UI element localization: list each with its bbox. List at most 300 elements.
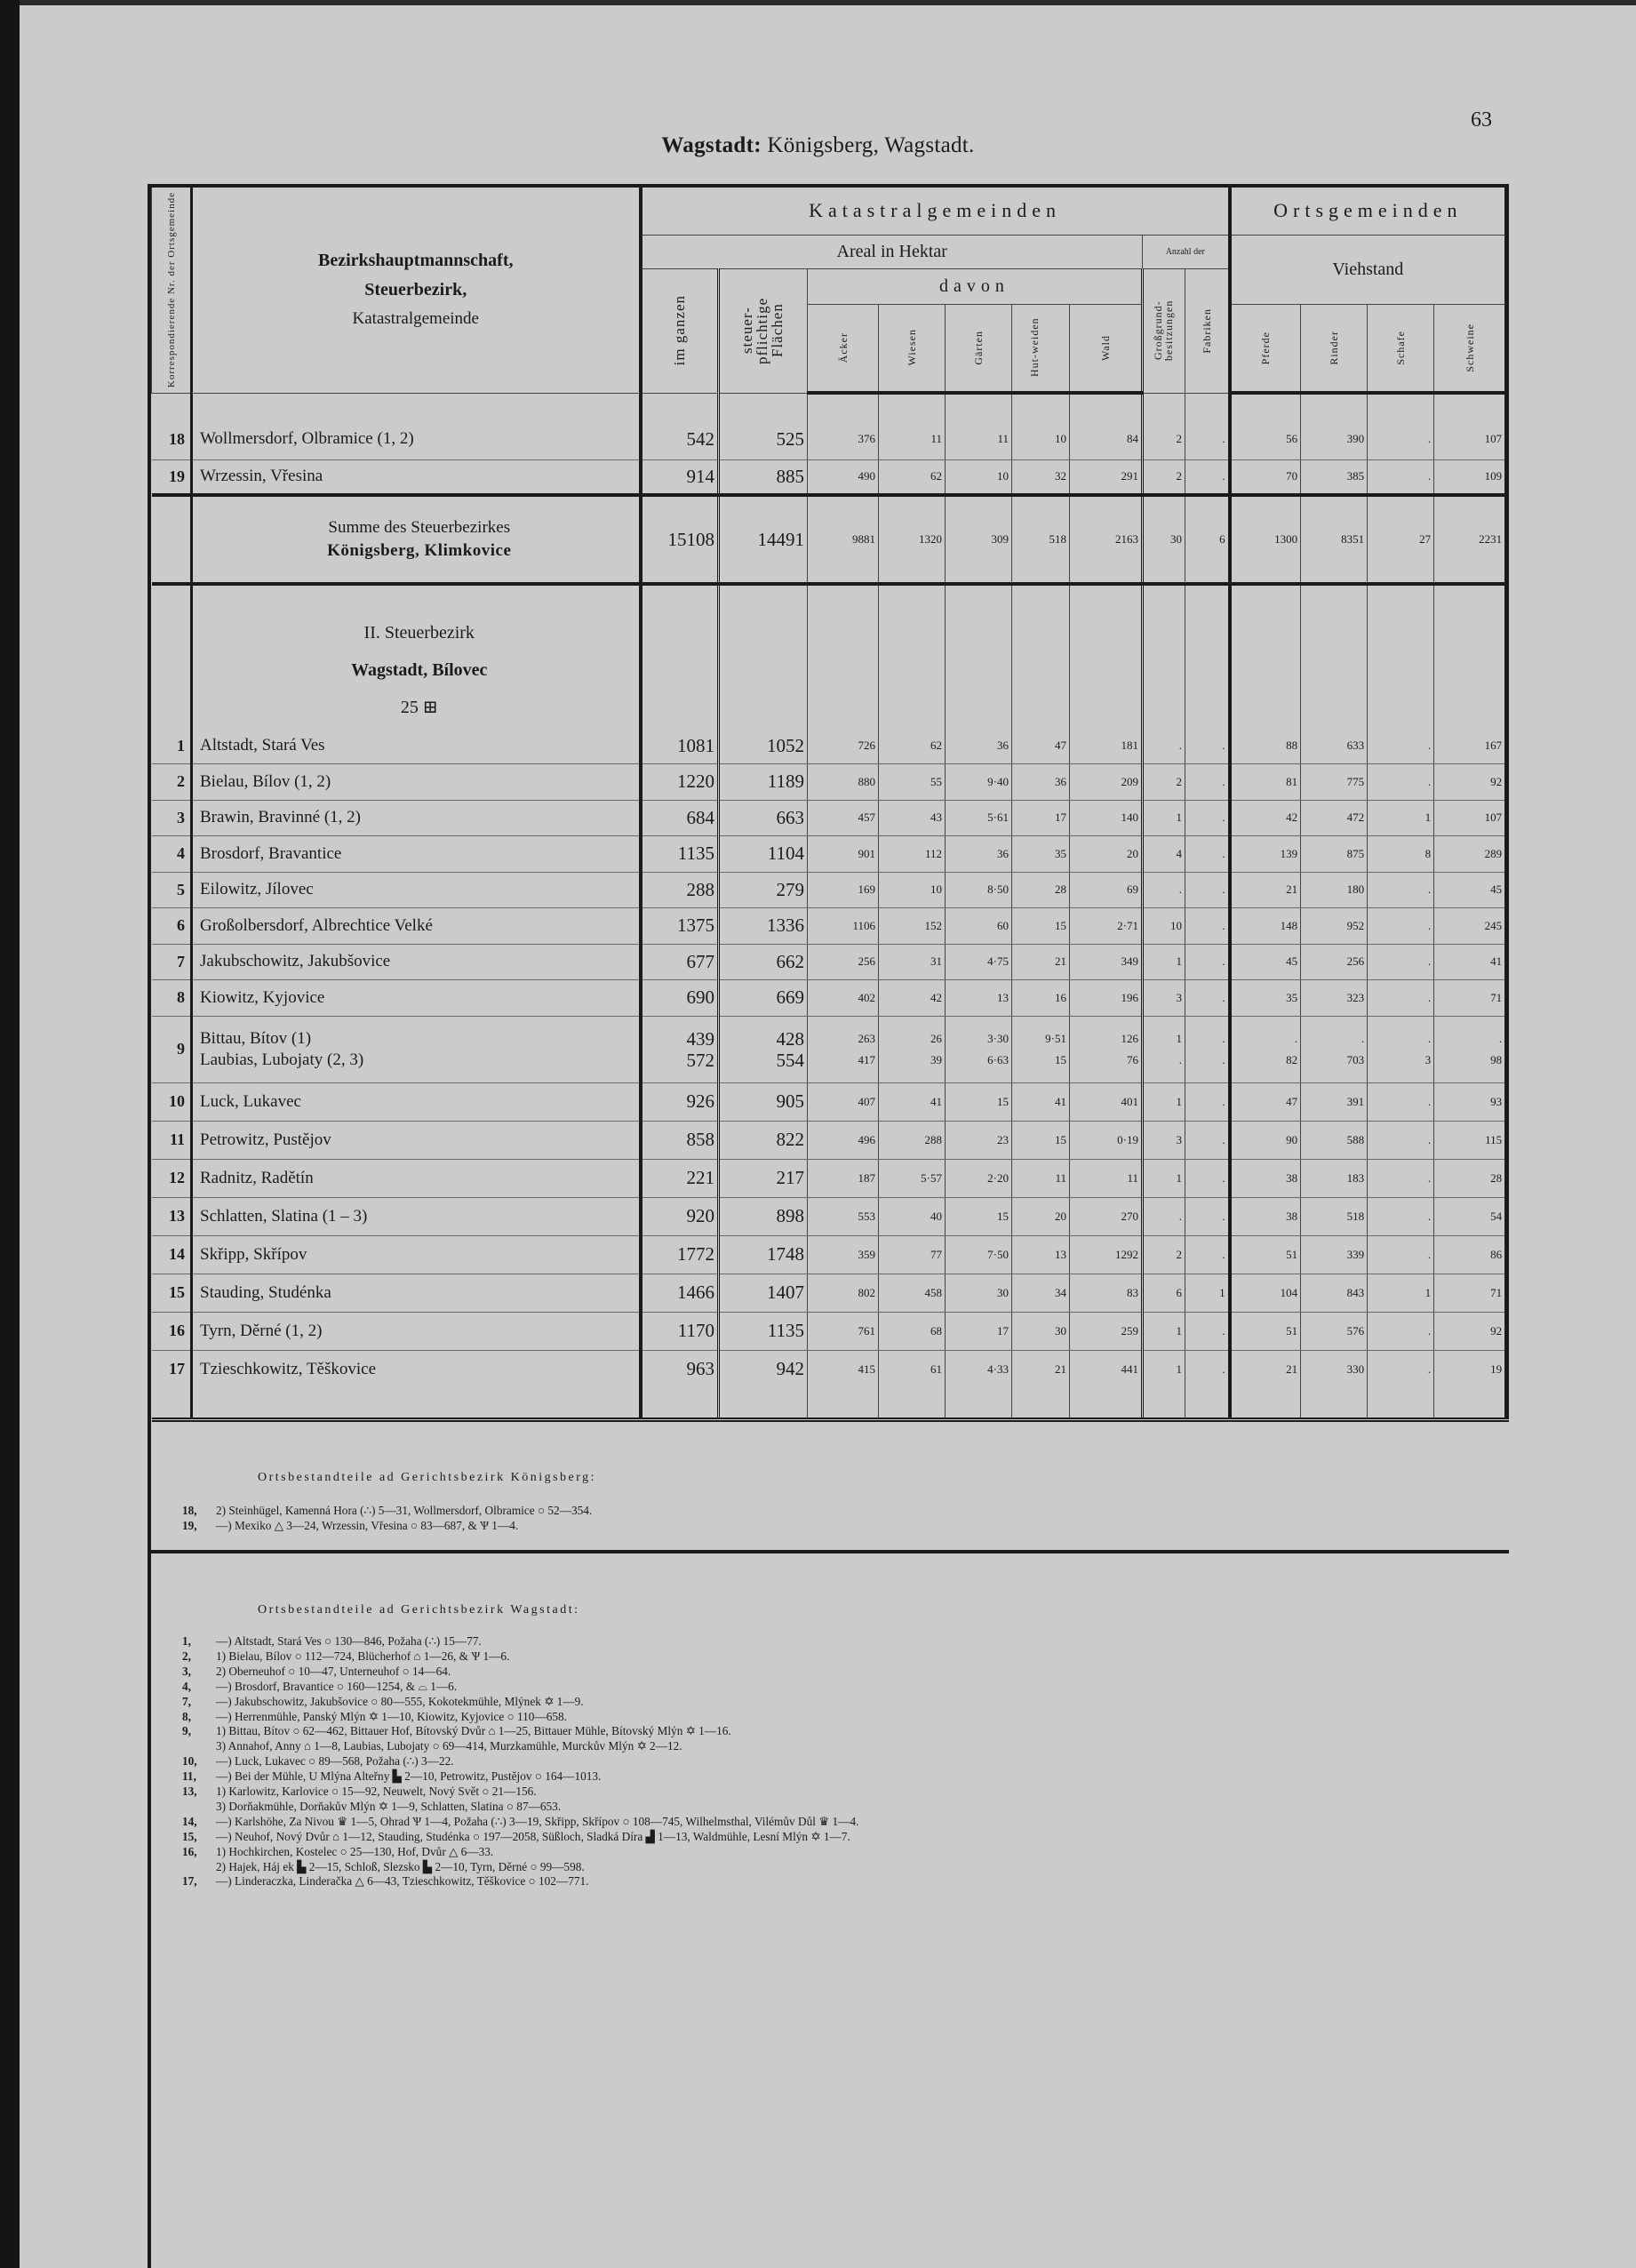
row-value-line: . (1427, 1031, 1432, 1045)
footnote-number: 7, (182, 1694, 191, 1708)
table-row (152, 459, 1507, 495)
row-value-line: 428 (776, 1027, 804, 1050)
row-value: 1772 (641, 1235, 719, 1274)
header-name (192, 186, 641, 393)
row-value: 221 (641, 1159, 719, 1197)
header-schafe (1368, 304, 1434, 393)
row-name-line: Laubias, Lubojaty (2, 3) (200, 1050, 364, 1069)
row-value: . (1143, 1197, 1185, 1235)
row-value: 86 (1434, 1235, 1507, 1274)
row-value: 69 (1070, 872, 1143, 908)
row-value: 68 (879, 1312, 946, 1350)
row-value: . (1185, 1312, 1230, 1350)
footnote-line (182, 1724, 731, 1738)
row-value-blank (1368, 584, 1434, 728)
row-value-blank (641, 584, 719, 728)
table-row (152, 1159, 1507, 1197)
row-name: Luck, Lukavec (192, 1082, 641, 1121)
row-value: 407 (808, 1082, 879, 1121)
footnote-line (182, 1710, 567, 1724)
row-value: 35 (1230, 980, 1301, 1017)
row-value: 802 (808, 1274, 879, 1312)
row-value: . (1368, 1121, 1434, 1159)
header-aecker (808, 304, 879, 393)
footnote-text: 1) Hochkirchen, Kostelec ○ 25—130, Hof, Dvůr △ 6—33. (216, 1844, 494, 1858)
row-value-line: 39 (930, 1052, 942, 1066)
row-name: Brawin, Bravinné (1, 2) (192, 800, 641, 836)
footnote-text: 3) Dorňakmühle, Dorňakův Mlýn ✡ 1—9, Schlatten, Slatina ○ 87—653. (216, 1799, 562, 1813)
footnote-number: 8, (182, 1709, 191, 1723)
row-name (192, 1016, 641, 1082)
row-number: 18 (152, 419, 192, 459)
footnote-line (182, 1695, 584, 1709)
row-value: 0·19 (1070, 1121, 1143, 1159)
footnote-line (182, 1739, 682, 1753)
footnote-number: 19, (182, 1519, 197, 1532)
row-value: 140 (1070, 800, 1143, 836)
footnote-number: 13, (182, 1785, 197, 1798)
row-value-blank (1185, 393, 1230, 419)
row-value (879, 1016, 946, 1082)
row-value: . (1368, 872, 1434, 908)
footnote-number: 14, (182, 1814, 197, 1828)
row-value: 11 (879, 419, 946, 459)
table-row (152, 872, 1507, 908)
row-value: . (1185, 1082, 1230, 1121)
row-value: 41 (1434, 944, 1507, 980)
row-value: 71 (1434, 1274, 1507, 1312)
footnote-number: 1, (182, 1634, 191, 1648)
row-value-blank (808, 584, 879, 728)
row-value: 54 (1434, 1197, 1507, 1235)
section-heading-line2: Wagstadt, Bílovec (351, 660, 488, 680)
footnote-number: 4, (182, 1679, 191, 1693)
section-heading-line3: 25 ⊞ (400, 698, 438, 717)
row-value: 6 (1143, 1274, 1185, 1312)
row-value: 56 (1230, 419, 1301, 459)
row-value: 34 (1012, 1274, 1070, 1312)
row-value: 107 (1434, 419, 1507, 459)
row-name: Tyrn, Děrné (1, 2) (192, 1312, 641, 1350)
row-value: 633 (1301, 728, 1368, 764)
row-value: 109 (1434, 459, 1507, 495)
row-value: 13 (1012, 1235, 1070, 1274)
row-value: 55 (879, 764, 946, 801)
footnote-line (182, 1860, 585, 1874)
footnote-text: 1) Bielau, Bílov ○ 112—724, Blücherhof ⌂ 1—26, & Ѱ 1—6. (216, 1649, 510, 1663)
header-wiesen-label: Wiesen (906, 329, 918, 366)
row-value-blank (946, 584, 1012, 728)
row-value: . (1368, 980, 1434, 1017)
row-value: 726 (808, 728, 879, 764)
row-value: 1407 (719, 1274, 808, 1312)
row-value: 11 (1070, 1159, 1143, 1197)
row-value: 20 (1012, 1197, 1070, 1235)
row-number-blank (152, 1388, 192, 1419)
row-value: . (1185, 419, 1230, 459)
footnote-line (182, 1769, 601, 1784)
row-value: 441 (1070, 1350, 1143, 1388)
row-value: 1 (1143, 1312, 1185, 1350)
row-value: 288 (879, 1121, 946, 1159)
row-value-blank (641, 1388, 719, 1419)
header-name-line3: Katastralgemeinde (352, 309, 479, 329)
row-value-blank (1434, 393, 1507, 419)
table-spacer-row (152, 1388, 1507, 1419)
header-anzahl: Anzahl der (1143, 235, 1230, 268)
row-value-blank (1368, 1388, 1434, 1419)
header-fabriken (1185, 268, 1230, 393)
row-value: 47 (1230, 1082, 1301, 1121)
header-davon: davon (808, 268, 1143, 304)
row-name: Eilowitz, Jílovec (192, 872, 641, 908)
row-value-blank (1070, 584, 1143, 728)
row-value: 1466 (641, 1274, 719, 1312)
row-name-blank (192, 393, 641, 419)
row-value: 256 (808, 944, 879, 980)
row-value: 217 (719, 1159, 808, 1197)
header-wiesen (879, 304, 946, 393)
summary-value: 27 (1368, 495, 1434, 584)
footnote-line (182, 1785, 537, 1799)
row-value: 152 (879, 908, 946, 945)
header-pferde-label: Pferde (1259, 331, 1273, 364)
row-value: 30 (1012, 1312, 1070, 1350)
footnote-line (182, 1519, 518, 1533)
footnote-text: 2) Steinhügel, Kamenná Hora (∴) 5—31, Wollmersdorf, Olbramice ○ 52—354. (216, 1504, 593, 1517)
row-value: 15 (1012, 908, 1070, 945)
row-name-line: Bittau, Bítov (1) (200, 1028, 312, 1048)
row-value-line: 1 (1176, 1031, 1182, 1045)
row-value: 81 (1230, 764, 1301, 801)
row-value: 822 (719, 1121, 808, 1159)
header-gaerten-label: Gärten (972, 330, 985, 365)
row-value: 43 (879, 800, 946, 836)
footnote-line (182, 1754, 454, 1769)
row-value-line: . (1361, 1031, 1365, 1045)
row-value: 107 (1434, 800, 1507, 836)
header-aecker-label: Äcker (836, 332, 850, 363)
row-number: 15 (152, 1274, 192, 1312)
row-value: 20 (1070, 836, 1143, 873)
row-value: 289 (1434, 836, 1507, 873)
row-value: 21 (1230, 872, 1301, 908)
row-value: 11 (1012, 1159, 1070, 1197)
row-name: Kiowitz, Kyjovice (192, 980, 641, 1017)
footnote-line (182, 1504, 592, 1518)
row-name: Petrowitz, Pustějov (192, 1121, 641, 1159)
row-value: . (1368, 1235, 1434, 1274)
row-value: 2 (1143, 764, 1185, 801)
row-value-line: . (1498, 1031, 1503, 1045)
summary-row (152, 495, 1507, 584)
row-value: 21 (1012, 944, 1070, 980)
row-value: 77 (879, 1235, 946, 1274)
row-name: Stauding, Studénka (192, 1274, 641, 1312)
row-number: 9 (152, 1016, 192, 1082)
row-value: 7·50 (946, 1235, 1012, 1274)
row-value: 17 (1012, 800, 1070, 836)
row-value: 104 (1230, 1274, 1301, 1312)
row-value: 245 (1434, 908, 1507, 945)
row-value: . (1185, 836, 1230, 873)
row-value: 1189 (719, 764, 808, 801)
row-value: 112 (879, 836, 946, 873)
row-value-line: 15 (1055, 1052, 1066, 1066)
footnote-number: 9, (182, 1724, 191, 1738)
table-row (152, 1274, 1507, 1312)
row-value-line: 3·30 (987, 1031, 1009, 1045)
row-value: 92 (1434, 1312, 1507, 1350)
row-value: 181 (1070, 728, 1143, 764)
row-value: 45 (1230, 944, 1301, 980)
footnote-text: 2) Hajek, Háj ek ▙ 2—15, Schloß, Slezsko ▙ 2—10, Tyrn, Děrné ○ 99—598. (216, 1859, 585, 1873)
row-value: . (1368, 944, 1434, 980)
header-rinder-label: Rinder (1328, 330, 1341, 365)
table-row (152, 800, 1507, 836)
row-number: 5 (152, 872, 192, 908)
row-value: 3 (1143, 1121, 1185, 1159)
header-wald (1070, 304, 1143, 393)
row-value-blank (946, 393, 1012, 419)
row-value: . (1185, 1197, 1230, 1235)
row-value: 472 (1301, 800, 1368, 836)
row-value: 10 (1143, 908, 1185, 945)
row-value: . (1143, 728, 1185, 764)
footnote-text: 2) Oberneuhof ○ 10—47, Unterneuhof ○ 14—64. (216, 1664, 451, 1678)
page-number: 63 (1471, 108, 1492, 132)
summary-value: 8351 (1301, 495, 1368, 584)
row-value (1230, 1016, 1301, 1082)
row-value: 942 (719, 1350, 808, 1388)
row-value: 10 (1012, 419, 1070, 459)
table-row (152, 1235, 1507, 1274)
header-steuerpflichtig (719, 268, 808, 393)
footnote-text: —) Jakubschowitz, Jakubšovice ○ 80—555, Kokotekmühle, Mlýnek ✡ 1—9. (216, 1694, 584, 1708)
header-ortsgemeinden: Ortsgemeinden (1230, 186, 1507, 235)
summary-value: 518 (1012, 495, 1070, 584)
row-value: 16 (1012, 980, 1070, 1017)
row-value-blank (1143, 393, 1185, 419)
row-value: 83 (1070, 1274, 1143, 1312)
row-value-blank (1301, 1388, 1368, 1419)
row-value: 42 (879, 980, 946, 1017)
row-value: . (1368, 419, 1434, 459)
row-number: 1 (152, 728, 192, 764)
table-row (152, 419, 1507, 459)
row-value-blank (641, 393, 719, 419)
row-value: 70 (1230, 459, 1301, 495)
row-value: 169 (808, 872, 879, 908)
row-value: 457 (808, 800, 879, 836)
row-value: 10 (946, 459, 1012, 495)
row-value: 139 (1230, 836, 1301, 873)
row-value: 36 (946, 836, 1012, 873)
row-value: 36 (1012, 764, 1070, 801)
row-value-line: 6·63 (987, 1052, 1009, 1066)
header-grossgrund-label: Großgrund-besitzungen (1152, 299, 1175, 362)
row-value: 663 (719, 800, 808, 836)
row-value: 38 (1230, 1197, 1301, 1235)
row-value: 920 (641, 1197, 719, 1235)
row-number: 12 (152, 1159, 192, 1197)
footnote-text: —) Luck, Lukavec ○ 89—568, Požaha (∴) 3—22. (216, 1754, 454, 1769)
row-value: 518 (1301, 1197, 1368, 1235)
row-value-line: 417 (858, 1052, 875, 1066)
row-value-line: . (1222, 1052, 1225, 1066)
row-value (719, 1016, 808, 1082)
row-value-blank (1368, 393, 1434, 419)
footnote-line (182, 1830, 850, 1844)
row-value (1301, 1016, 1368, 1082)
summary-label-line2: Königsberg, Klimkovice (327, 541, 512, 560)
row-value: 21 (1230, 1350, 1301, 1388)
row-value: . (1185, 944, 1230, 980)
summary-label-line1: Summe des Steuerbezirkes (328, 518, 511, 537)
row-value: 148 (1230, 908, 1301, 945)
row-value-line: 572 (686, 1049, 714, 1071)
table-row (152, 1016, 1507, 1082)
row-number: 2 (152, 764, 192, 801)
row-name: Jakubschowitz, Jakubšovice (192, 944, 641, 980)
row-number: 7 (152, 944, 192, 980)
header-nr (152, 186, 192, 393)
footnote-line (182, 1680, 457, 1694)
row-value: 875 (1301, 836, 1368, 873)
row-value: 669 (719, 980, 808, 1017)
row-value-line: . (1222, 1031, 1225, 1045)
row-value: . (1368, 459, 1434, 495)
row-value-line: 82 (1286, 1052, 1298, 1066)
table-row (152, 1312, 1507, 1350)
row-value-blank (1070, 393, 1143, 419)
row-value: 38 (1230, 1159, 1301, 1197)
row-value: 15 (946, 1197, 1012, 1235)
row-value: 92 (1434, 764, 1507, 801)
footnote-heading-koenigsberg: Ortsbestandteile ad Gerichtsbezirk Königsberg: (258, 1471, 597, 1484)
row-number-blank (152, 584, 192, 728)
header-grossgrund (1143, 268, 1185, 393)
row-value: 288 (641, 872, 719, 908)
footnote-heading-wagstadt: Ortsbestandteile ad Gerichtsbezirk Wagstadt: (258, 1603, 580, 1617)
row-value: 2 (1143, 459, 1185, 495)
row-value: 898 (719, 1197, 808, 1235)
row-value: . (1185, 459, 1230, 495)
row-value: 1170 (641, 1312, 719, 1350)
header-hutweiden (1012, 304, 1070, 393)
footnote-text: —) Neuhof, Nový Dvůr ⌂ 1—12, Stauding, Studénka ○ 197—2058, Süßloch, Sladká Díra ▟ 1—13, Waldmühle, Lesní Mlýn ✡ 1—7. (216, 1829, 850, 1843)
summary-value: 309 (946, 495, 1012, 584)
row-value: 880 (808, 764, 879, 801)
row-value-blank (1143, 1388, 1185, 1419)
row-value: . (1185, 1121, 1230, 1159)
row-value: 1748 (719, 1235, 808, 1274)
row-value-blank (879, 393, 946, 419)
row-name: Wollmersdorf, Olbramice (1, 2) (192, 419, 641, 459)
row-value: 1 (1143, 944, 1185, 980)
header-areal: Areal in Hektar (641, 235, 1143, 268)
row-value (1368, 1016, 1434, 1082)
row-value-line: 554 (776, 1049, 804, 1071)
row-number: 11 (152, 1121, 192, 1159)
row-value (1143, 1016, 1185, 1082)
row-value: . (1368, 1159, 1434, 1197)
row-value: 23 (946, 1121, 1012, 1159)
row-value: 1 (1143, 1350, 1185, 1388)
row-value: 588 (1301, 1121, 1368, 1159)
row-value: 1081 (641, 728, 719, 764)
table-row (152, 764, 1507, 801)
footnote-line (182, 1649, 509, 1664)
footnote-text: —) Bei der Mühle, U Mlýna Alteřny ▙ 2—10, Petrowitz, Pustějov ○ 164—1013. (216, 1769, 602, 1784)
row-value-line: 3 (1425, 1052, 1432, 1066)
summary-value: 30 (1143, 495, 1185, 584)
row-value-line: 439 (686, 1027, 714, 1050)
row-value: 28 (1012, 872, 1070, 908)
row-value-blank (1230, 584, 1301, 728)
section-heading (192, 584, 641, 728)
footnote-number: 18, (182, 1504, 197, 1517)
row-name: Bielau, Bílov (1, 2) (192, 764, 641, 801)
row-value: . (1185, 1350, 1230, 1388)
row-value-blank (808, 1388, 879, 1419)
row-name: Wrzessin, Vřesina (192, 459, 641, 495)
row-value: . (1368, 728, 1434, 764)
row-value: 90 (1230, 1121, 1301, 1159)
row-value (1070, 1016, 1143, 1082)
footnote-text: —) Mexiko △ 3—24, Wrzessin, Vřesina ○ 83—687, & Ѱ 1—4. (216, 1519, 519, 1532)
row-value: 761 (808, 1312, 879, 1350)
row-value: 2·71 (1070, 908, 1143, 945)
summary-value: 6 (1185, 495, 1230, 584)
row-value: 196 (1070, 980, 1143, 1017)
row-value: . (1185, 800, 1230, 836)
row-value: 84 (1070, 419, 1143, 459)
row-value-blank (1012, 584, 1070, 728)
row-number: 14 (152, 1235, 192, 1274)
row-number: 3 (152, 800, 192, 836)
row-value-blank (719, 393, 808, 419)
row-value: 2 (1143, 1235, 1185, 1274)
row-value-blank (879, 584, 946, 728)
row-value (1012, 1016, 1070, 1082)
row-value: 775 (1301, 764, 1368, 801)
row-value-line: 98 (1490, 1052, 1503, 1066)
row-value: 19 (1434, 1350, 1507, 1388)
header-im-ganzen-label: im ganzen (671, 295, 689, 366)
footnote-text: —) Altstadt, Stará Ves ○ 130—846, Požaha (∴) 15—77. (216, 1634, 482, 1648)
row-value: 10 (879, 872, 946, 908)
row-value: 41 (879, 1082, 946, 1121)
header-katastralgemeinden: Katastralgemeinden (641, 186, 1230, 235)
row-value: 1375 (641, 908, 719, 945)
row-value: 677 (641, 944, 719, 980)
row-number: 13 (152, 1197, 192, 1235)
footnote-number: 3, (182, 1664, 191, 1678)
row-value: 51 (1230, 1312, 1301, 1350)
row-value-line: . (1178, 1052, 1182, 1066)
row-value: 35 (1012, 836, 1070, 873)
row-value: 905 (719, 1082, 808, 1121)
row-name: Tzieschkowitz, Těškovice (192, 1350, 641, 1388)
header-schafe-label: Schafe (1394, 330, 1408, 365)
row-value-blank (1230, 393, 1301, 419)
row-value: 1135 (719, 1312, 808, 1350)
row-value: 926 (641, 1082, 719, 1121)
row-name: Schlatten, Slatina (1 – 3) (192, 1197, 641, 1235)
table-row (152, 836, 1507, 873)
row-value: . (1185, 728, 1230, 764)
